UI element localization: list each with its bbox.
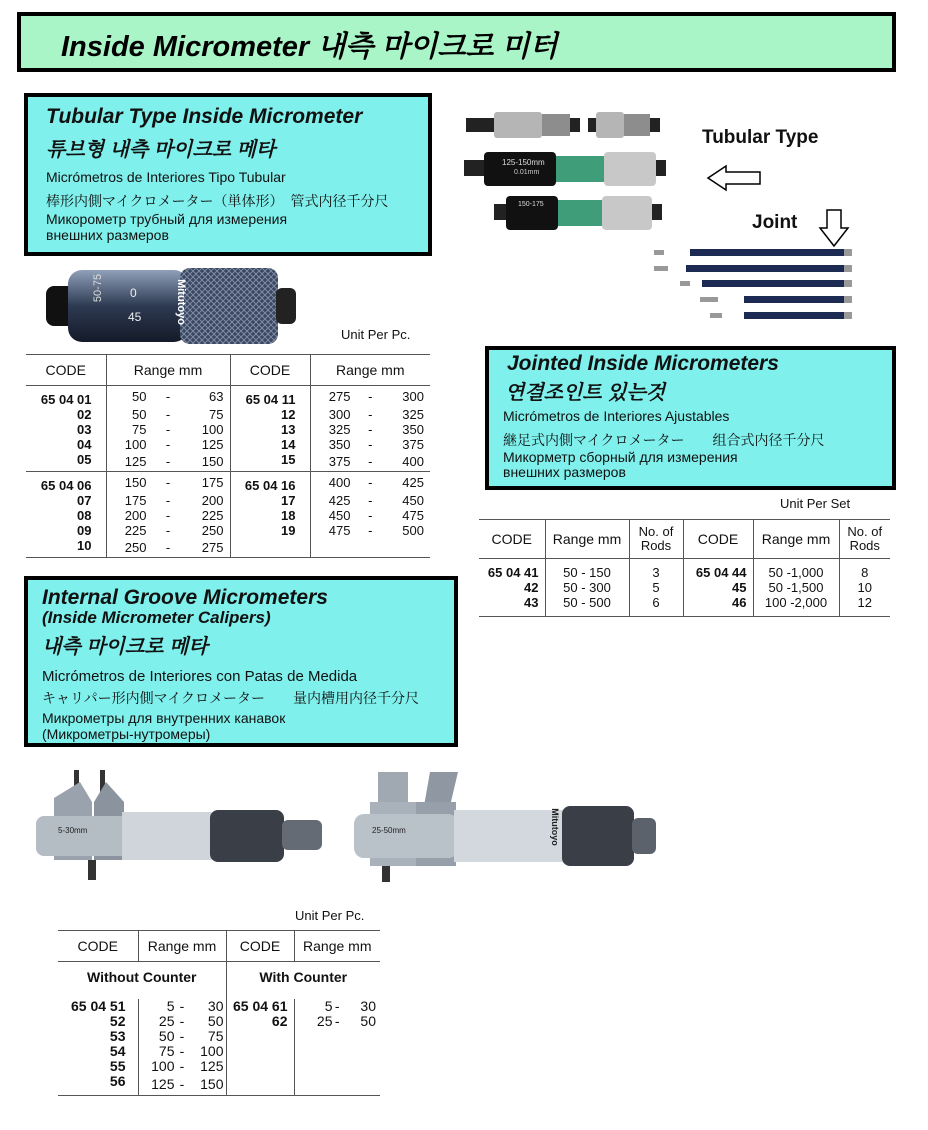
range-to: 75 xyxy=(207,1028,224,1044)
range-from: 275 xyxy=(328,389,351,404)
range-cell xyxy=(294,1014,380,1029)
code-cell: 02 xyxy=(26,407,106,422)
range-from: 450 xyxy=(328,508,351,523)
tubular-section-header xyxy=(24,93,432,256)
range-dash: - xyxy=(165,454,171,469)
range-cell xyxy=(310,386,430,408)
code-cell: 03 xyxy=(26,422,106,437)
jointed-ru-1: Микорметр сборный для измерения xyxy=(503,449,738,465)
range-from: 100 xyxy=(151,1058,175,1074)
range-to: 50 xyxy=(207,1013,224,1029)
jointed-section-header xyxy=(485,346,896,490)
code-cell: 52 xyxy=(58,1014,138,1029)
code-cell: 19 xyxy=(230,523,310,538)
range-cell xyxy=(310,472,430,494)
range-to: 125 xyxy=(200,1058,224,1074)
range-to: 425 xyxy=(402,475,424,490)
code-cell xyxy=(226,1059,294,1074)
range-dash: - xyxy=(368,508,373,523)
range-from: 375 xyxy=(328,454,351,469)
col-header-code: CODE xyxy=(58,931,138,962)
code-cell: 65 04 06 xyxy=(26,472,106,494)
jointed-title-ko: 연결조인트 있는것 xyxy=(505,382,666,404)
range-from: 25 xyxy=(158,1013,175,1029)
code-cell: 53 xyxy=(58,1029,138,1044)
range-to: 30 xyxy=(207,998,224,1014)
range-dash: - xyxy=(165,422,171,437)
groove-right-label: 25-50mm xyxy=(372,826,406,835)
range-dash: - xyxy=(368,422,373,437)
range-cell xyxy=(106,508,230,523)
code-cell: 55 xyxy=(58,1059,138,1074)
tubular-unit: Unit Per Pc. xyxy=(341,327,411,342)
range-cell xyxy=(310,437,430,452)
range-from: 50 xyxy=(158,1028,175,1044)
tubular-type-rod-label: 125-150mm xyxy=(502,158,545,167)
col-header-code: CODE xyxy=(230,355,310,386)
groove-ja-cn: キャリパー形内側マイクロメーター 量内槽用内径千分尺 xyxy=(42,690,420,706)
groove-ru-2: (Микрометры-нутромеры) xyxy=(42,726,211,742)
jointed-unit: Unit Per Set xyxy=(780,496,851,511)
range-to: 100 xyxy=(201,422,224,437)
col-header-range: Range mm xyxy=(294,931,380,962)
rods-cell: 8 xyxy=(861,565,869,580)
table-row xyxy=(479,580,890,595)
range-dash: - xyxy=(179,1013,185,1029)
tubular-type-caption: Tubular Type xyxy=(702,127,819,148)
range-from: 5 xyxy=(166,998,175,1014)
range-cell xyxy=(106,538,230,558)
col-header-range: Range mm xyxy=(106,355,230,386)
rods-cell: 12 xyxy=(857,595,872,610)
range-from: 225 xyxy=(124,523,147,538)
range-dash: - xyxy=(165,437,171,452)
range-from: 50 xyxy=(132,389,147,404)
groove-subtitle: (Inside Micrometer Calipers) xyxy=(42,608,271,627)
joint-rods-photo xyxy=(648,242,858,326)
tubular-ru-1: Микорометр трубный для измерения xyxy=(46,211,288,227)
range-cell xyxy=(106,493,230,508)
jointed-ja-cn: 継足式内側マイクロメーター 组合式内径千分尺 xyxy=(503,432,825,448)
joint-caption: Joint xyxy=(752,212,798,233)
range-from: 125 xyxy=(151,1076,175,1092)
range-cell xyxy=(138,1059,226,1074)
table-row xyxy=(26,523,430,538)
range-from: 125 xyxy=(124,454,147,469)
range-cell xyxy=(106,422,230,437)
range-dash: - xyxy=(165,540,171,555)
code-cell: 42 xyxy=(479,580,545,595)
range-cell xyxy=(310,407,430,422)
range-dash: - xyxy=(165,389,171,404)
col-header-range: Range mm xyxy=(138,931,226,962)
col-header-range: Range mm xyxy=(753,520,839,559)
table-row xyxy=(58,1029,380,1044)
range-dash: - xyxy=(179,1043,185,1059)
table-row xyxy=(58,1074,380,1096)
range-dash: - xyxy=(165,523,171,538)
tubular-es: Micrómetros de Interiores Tipo Tubular xyxy=(46,169,286,185)
tubular-photo-mark-low: 45 xyxy=(128,310,142,324)
range-from: 200 xyxy=(124,508,147,523)
col-header-code: CODE xyxy=(479,520,545,559)
groove-es: Micrómetros de Interiores con Patas de Medida xyxy=(42,668,358,685)
groove-ru-1: Микрометры для внутренних канавок xyxy=(42,710,286,726)
code-cell: 05 xyxy=(26,452,106,472)
range-dash: - xyxy=(368,454,373,469)
table-row xyxy=(26,472,430,494)
tubular-ja-cn: 棒形内側マイクロメーター（単体形） 管式内径千分尺 xyxy=(46,193,389,209)
code-cell: 08 xyxy=(26,508,106,523)
groove-micrometer-photo-right xyxy=(350,762,660,888)
table-row xyxy=(479,595,890,617)
range-to: 150 xyxy=(201,454,224,469)
range-from: 475 xyxy=(328,523,351,538)
range-dash: - xyxy=(179,1076,185,1092)
range-dash: - xyxy=(368,493,373,508)
range-cell xyxy=(138,1044,226,1059)
range-to: 375 xyxy=(402,437,424,452)
range-cell xyxy=(106,452,230,472)
col-header-code: CODE xyxy=(226,931,294,962)
table-row xyxy=(26,386,430,408)
tubular-micrometer-photo xyxy=(40,262,300,346)
range-to: 250 xyxy=(201,523,224,538)
range-dash: - xyxy=(165,475,171,490)
col-header-code: CODE xyxy=(683,520,753,559)
range-cell xyxy=(138,1029,226,1044)
col-header-range: Range mm xyxy=(310,355,430,386)
code-cell: 17 xyxy=(230,493,310,508)
col-header-rods: No. of Rods xyxy=(839,520,890,559)
range-dash: - xyxy=(368,389,373,404)
table-row xyxy=(479,559,890,581)
range-dash: - xyxy=(179,1058,185,1074)
range-dash: - xyxy=(165,508,171,523)
rods-cell: 5 xyxy=(629,580,683,595)
code-cell: 65 04 44 xyxy=(683,559,753,581)
range-dash: - xyxy=(368,407,373,422)
code-cell: 14 xyxy=(230,437,310,452)
range-from: 400 xyxy=(328,475,351,490)
empty-cell xyxy=(310,538,430,558)
rods-cell: 10 xyxy=(857,580,872,595)
range-to: 175 xyxy=(201,475,224,490)
with-counter-label: With Counter xyxy=(259,969,348,985)
table-row xyxy=(26,493,430,508)
tubular-ru-2: внешних размеров xyxy=(46,227,169,243)
code-cell: 65 04 16 xyxy=(230,472,310,494)
tubular-photo-mark-top: 50-75 xyxy=(92,273,105,303)
range-to: 350 xyxy=(402,422,424,437)
code-cell: 07 xyxy=(26,493,106,508)
range-to: 400 xyxy=(402,454,424,469)
range-to: 125 xyxy=(201,437,224,452)
range-cell xyxy=(106,386,230,408)
range-cell: 50 - 300 xyxy=(545,580,629,595)
code-cell: 65 04 51 xyxy=(58,999,138,1014)
table-row xyxy=(58,999,380,1014)
range-to: 500 xyxy=(402,523,424,538)
range-to: 275 xyxy=(201,540,224,555)
range-dash: - xyxy=(334,1013,340,1029)
range-dash: - xyxy=(165,493,171,508)
range-from: 350 xyxy=(328,437,351,452)
code-cell xyxy=(230,538,310,558)
page-title: Inside Micrometer 내측 마이크로 미터 xyxy=(61,31,558,63)
groove-unit: Unit Per Pc. xyxy=(295,908,365,923)
range-cell xyxy=(310,452,430,472)
col-header-range: Range mm xyxy=(545,520,629,559)
table-row xyxy=(26,437,430,452)
range-to: 75 xyxy=(209,407,224,422)
range-from: 425 xyxy=(328,493,351,508)
code-cell: 15 xyxy=(230,452,310,472)
empty-cell xyxy=(294,1044,380,1059)
range-dash: - xyxy=(334,998,340,1014)
groove-photo-brand: Mitutoyo xyxy=(549,808,560,846)
jointed-table xyxy=(479,519,890,617)
range-dash: - xyxy=(165,407,171,422)
table-row xyxy=(26,422,430,437)
code-cell: 54 xyxy=(58,1044,138,1059)
range-from: 50 xyxy=(132,407,147,422)
range-to: 150 xyxy=(200,1076,224,1092)
empty-cell xyxy=(294,1029,380,1044)
table-row xyxy=(26,452,430,472)
range-cell: 50 - 150 xyxy=(545,559,629,581)
range-from: 300 xyxy=(328,407,351,422)
range-dash: - xyxy=(368,475,373,490)
tubular-type-photo xyxy=(458,104,668,240)
range-from: 75 xyxy=(132,422,147,437)
col-header-rods: No. of Rods xyxy=(629,520,683,559)
range-from: 250 xyxy=(124,540,147,555)
range-to: 200 xyxy=(201,493,224,508)
range-cell xyxy=(294,999,380,1014)
range-cell xyxy=(310,493,430,508)
table-row xyxy=(58,1059,380,1074)
code-cell: 13 xyxy=(230,422,310,437)
range-from: 325 xyxy=(328,422,351,437)
code-cell: 65 04 41 xyxy=(479,559,545,581)
code-cell: 43 xyxy=(479,595,545,617)
arrow-left-icon xyxy=(706,164,762,192)
range-to: 300 xyxy=(402,389,424,404)
range-to: 225 xyxy=(201,508,224,523)
range-dash: - xyxy=(368,437,373,452)
range-cell xyxy=(310,422,430,437)
range-cell xyxy=(138,1014,226,1029)
code-cell: 46 xyxy=(683,595,753,617)
tubular-title: Tubular Type Inside Micrometer xyxy=(46,105,363,128)
range-from: 5 xyxy=(324,998,333,1014)
tubular-photo-mark-mid: 0 xyxy=(130,286,137,300)
subheader-row xyxy=(58,962,380,1000)
code-cell: 56 xyxy=(58,1074,138,1096)
range-cell xyxy=(106,472,230,494)
col-header-code: CODE xyxy=(26,355,106,386)
range-cell xyxy=(310,508,430,523)
tubular-photo-brand: Mitutoyo xyxy=(174,279,187,325)
range-cell: 100 -2,000 xyxy=(753,595,839,617)
code-cell: 65 04 61 xyxy=(226,999,294,1014)
groove-left-label: 5-30mm xyxy=(58,826,88,835)
range-to: 63 xyxy=(209,389,224,404)
range-dash: - xyxy=(368,523,373,538)
code-cell xyxy=(226,1074,294,1096)
range-to: 450 xyxy=(402,493,424,508)
code-cell xyxy=(226,1044,294,1059)
code-cell: 10 xyxy=(26,538,106,558)
empty-cell xyxy=(294,1059,380,1074)
code-cell: 65 04 01 xyxy=(26,386,106,408)
code-cell: 62 xyxy=(226,1014,294,1029)
jointed-es: Micrómetros de Interiores Ajustables xyxy=(503,408,730,424)
range-cell xyxy=(106,407,230,422)
table-row xyxy=(58,1014,380,1029)
range-from: 75 xyxy=(158,1043,175,1059)
range-to: 325 xyxy=(402,407,424,422)
code-cell: 09 xyxy=(26,523,106,538)
range-cell: 50 -1,000 xyxy=(753,559,839,581)
empty-cell xyxy=(294,1074,380,1096)
table-row xyxy=(26,407,430,422)
rods-cell: 3 xyxy=(629,559,683,581)
range-cell xyxy=(138,999,226,1014)
tubular-title-ko: 튜브형 내측 마이크로 메타 xyxy=(46,139,276,161)
groove-title-ko: 내측 마이크로 메타 xyxy=(42,636,208,658)
range-from: 100 xyxy=(124,437,147,452)
groove-micrometer-photo-left xyxy=(32,768,332,888)
code-cell: 04 xyxy=(26,437,106,452)
range-cell xyxy=(138,1074,226,1096)
tubular-type-rod-label-2: 0.01mm xyxy=(514,169,540,176)
range-dash: - xyxy=(179,998,185,1014)
range-cell xyxy=(106,523,230,538)
range-from: 150 xyxy=(124,475,147,490)
rods-cell: 6 xyxy=(629,595,683,617)
range-cell xyxy=(310,523,430,538)
range-cell: 50 - 500 xyxy=(545,595,629,617)
code-cell xyxy=(226,1029,294,1044)
tubular-type-rod-label-3: 150-175 xyxy=(518,201,544,208)
page-banner xyxy=(17,12,896,72)
table-row xyxy=(26,538,430,558)
range-dash: - xyxy=(179,1028,185,1044)
range-to: 475 xyxy=(402,508,424,523)
range-to: 100 xyxy=(200,1043,224,1059)
groove-table xyxy=(58,930,380,1096)
range-cell xyxy=(106,437,230,452)
code-cell: 45 xyxy=(683,580,753,595)
range-cell: 50 -1,500 xyxy=(753,580,839,595)
tubular-table xyxy=(26,354,430,558)
code-cell: 12 xyxy=(230,407,310,422)
range-from: 25 xyxy=(316,1013,333,1029)
table-row xyxy=(26,508,430,523)
jointed-ru-2: внешних размеров xyxy=(503,464,626,480)
range-to: 50 xyxy=(360,1013,376,1029)
code-cell: 65 04 11 xyxy=(230,386,310,408)
groove-section-header xyxy=(24,576,458,747)
without-counter-label: Without Counter xyxy=(58,962,226,1000)
range-to: 30 xyxy=(360,998,376,1014)
range-from: 175 xyxy=(124,493,147,508)
code-cell: 18 xyxy=(230,508,310,523)
jointed-title: Jointed Inside Micrometers xyxy=(507,352,779,375)
groove-title: Internal Groove Micrometers xyxy=(42,586,328,609)
table-row xyxy=(58,1044,380,1059)
